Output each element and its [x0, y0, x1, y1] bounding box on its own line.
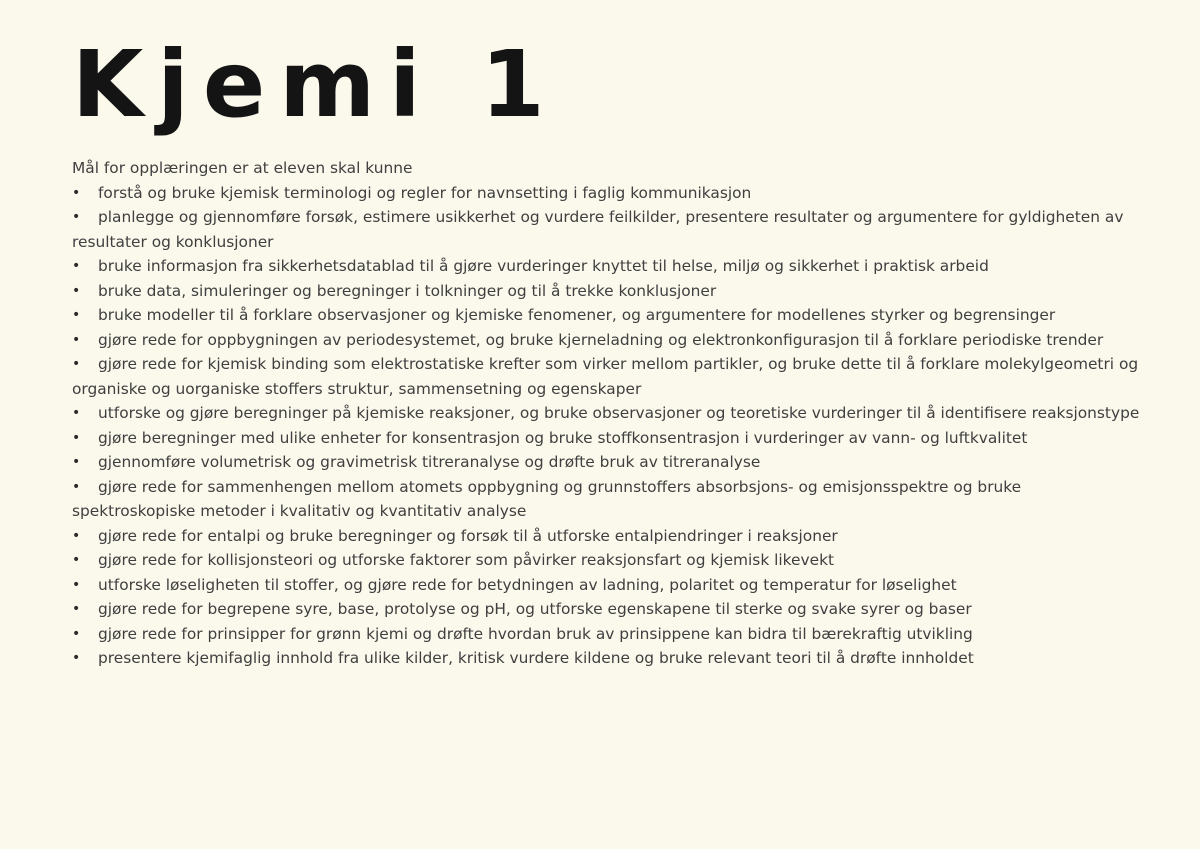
bullet-icon: •: [72, 601, 81, 617]
bullet-icon: •: [72, 356, 81, 372]
goals-list: [72, 181, 1140, 671]
bullet-icon: •: [72, 650, 81, 666]
goal-text: bruke informasjon fra sikkerhetsdatablad til å gjøre vurderinger knyttet til helse, miljø og sikkerhet i praktisk arbeid: [98, 257, 989, 275]
bullet-icon: •: [72, 209, 81, 225]
intro-text: Mål for opplæringen er at eleven skal kunne: [72, 159, 413, 177]
list-item: [42, 401, 1140, 426]
bullet-icon: •: [72, 258, 81, 274]
bullet-icon: •: [72, 184, 81, 201]
goal-text: gjøre rede for oppbygningen av periodesystemet, og bruke kjerneladning og elektronkonfigurasjon til å forklare periodiske trender: [98, 330, 1104, 349]
list-item: [42, 524, 1140, 549]
bullet-icon: •: [72, 527, 81, 544]
list-item: [42, 646, 1140, 671]
list-item: [42, 475, 1140, 524]
page-title: Kjemi 1: [72, 31, 559, 138]
goal-text: presentere kjemifaglig innhold fra ulike kilder, kritisk vurdere kildene og bruke relevant teori til å drøfte innholdet: [98, 649, 974, 667]
list-item: [42, 303, 1140, 328]
bullet-icon: •: [72, 552, 81, 568]
list-item: [42, 205, 1140, 254]
goal-text: gjøre rede for kjemisk binding som elektrostatiske krefter som virker mellom partikler, og bruke dette til å forklare molekylgeometri og organiske og uorganiske stoffers struktur, sammensetning og egenskaper: [72, 355, 1139, 398]
list-item: [42, 597, 1140, 622]
bullet-icon: •: [72, 405, 81, 421]
bullet-icon: •: [72, 331, 81, 348]
goal-text: utforske og gjøre beregninger på kjemiske reaksjoner, og bruke observasjoner og teoretiske vurderinger til å identifisere reaksjonstype: [98, 404, 1140, 422]
bullet-icon: •: [72, 576, 81, 593]
goal-text: bruke data, simuleringer og beregninger i tolkninger og til å trekke konklusjoner: [98, 281, 717, 300]
goal-text: gjøre rede for prinsipper for grønn kjemi og drøfte hvordan bruk av prinsippene kan bidra til bærekraftig utvikling: [98, 624, 973, 643]
goal-text: gjøre rede for kollisjonsteori og utforske faktorer som påvirker reaksjonsfart og kjemisk likevekt: [98, 551, 835, 569]
bullet-icon: •: [72, 454, 81, 470]
list-item: [42, 328, 1140, 353]
bullet-icon: •: [72, 282, 81, 299]
goal-text: planlegge og gjennomføre forsøk, estimere usikkerhet og vurdere feilkilder, presentere resultater og argumentere for gyldigheten av resultater og konklusjoner: [72, 208, 1124, 251]
bullet-icon: •: [72, 478, 81, 495]
goal-text: gjøre rede for entalpi og bruke beregninger og forsøk til å utforske entalpiendringer i reaksjoner: [98, 526, 838, 545]
bullet-icon: •: [72, 625, 81, 642]
goal-text: gjøre rede for begrepene syre, base, protolyse og pH, og utforske egenskapene til sterke og svake syrer og baser: [98, 600, 972, 618]
list-item: [42, 352, 1140, 401]
goal-text: forstå og bruke kjemisk terminologi og regler for navnsetting i faglig kommunikasjon: [98, 183, 752, 202]
list-item: [42, 181, 1140, 206]
list-item: [42, 279, 1140, 304]
goal-text: utforske løseligheten til stoffer, og gjøre rede for betydningen av ladning, polaritet og temperatur for løselighet: [98, 575, 957, 594]
goal-text: bruke modeller til å forklare observasjoner og kjemiske fenomener, og argumentere for modellenes styrker og begrensinger: [98, 306, 1056, 324]
goal-text: gjøre rede for sammenhengen mellom atomets oppbygning og grunnstoffers absorbsjons- og emisjonsspektre og bruke spektroskopiske metoder i kvalitativ og kvantitativ analyse: [72, 477, 1022, 520]
goal-text: gjøre beregninger med ulike enheter for konsentrasjon og bruke stoffkonsentrasjon i vurderinger av vann- og luftkvalitet: [98, 428, 1028, 447]
goal-text: gjennomføre volumetrisk og gravimetrisk titreranalyse og drøfte bruk av titreranalyse: [98, 453, 761, 471]
list-item: [42, 450, 1140, 475]
list-item: [42, 254, 1140, 279]
list-item: [42, 548, 1140, 573]
list-item: [42, 426, 1140, 451]
bullet-icon: •: [72, 429, 81, 446]
list-item: [42, 573, 1140, 598]
list-item: [42, 622, 1140, 647]
bullet-icon: •: [72, 307, 81, 323]
